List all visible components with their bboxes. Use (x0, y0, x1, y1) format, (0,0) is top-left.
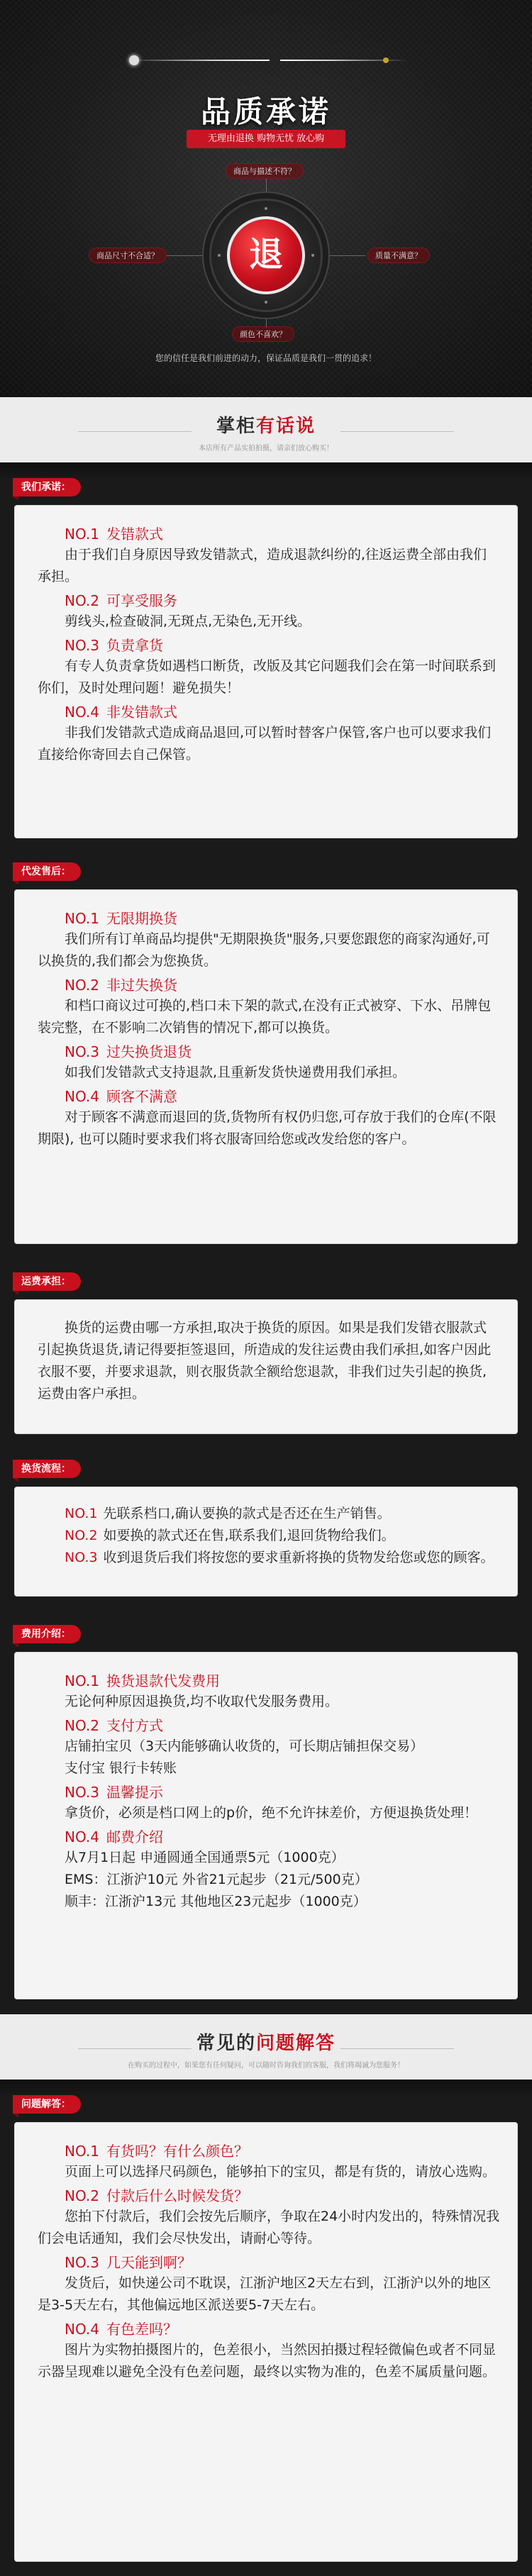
list-item (38, 2141, 500, 2183)
list-item (38, 1827, 500, 1913)
item-body: 对于顾客不满意而退回的货,货物所有权仍归您,可存放于我们的仓库(不限期限), 也可以随时要求我们将衣服寄回给您或改发给您的客户。 (38, 1109, 497, 1147)
item-number: NO.3 (65, 2254, 99, 2271)
promise-card (14, 505, 518, 838)
item-body: 先联系档口,确认要换的款式是否还在生产销售。 (103, 1506, 391, 1521)
list-item (38, 1503, 500, 1525)
item-number: NO.2 (65, 2187, 99, 2204)
item-title: 温馨提示 (106, 1784, 163, 1801)
item-body: 有专人负责拿货如遇档口断货，改版及其它问题我们会在第一时间联系到你们，及时处理问题！避免损失！ (38, 658, 497, 696)
list-item (38, 591, 500, 633)
process-band (0, 1448, 532, 1608)
item-body: 我们所有订单商品均提供"无期限换货"服务,只要您跟您的商家沟通好,可以换货的,我们都会为您换货。 (38, 931, 490, 969)
shipping-text: 换货的运费由哪一方承担,取决于换货的原因。如果是我们发错衣服款式引起换货退货,请记得要拒签退回，所造成的发往运费由我们承担,如客户因此衣服不要，并要求退款，则衣服货款全额给您退款，非我们过失引起的换货,运费由客户承担。 (38, 1320, 492, 1401)
item-number: NO.4 (65, 1088, 99, 1105)
list-item (38, 1087, 500, 1150)
item-title: 支付方式 (106, 1717, 163, 1734)
item-title: 负责拿货 (106, 637, 163, 654)
item-body: 和档口商议过可换的,档口未下架的款式,在没有正式被穿、下水、吊牌包装完整，在不影响二次销售的情况下,都可以换货。 (38, 998, 492, 1036)
item-line: 从7月1日起 申通圆通全国通票5元（1000克） (65, 1850, 345, 1865)
connector-line (323, 255, 365, 256)
list-item (38, 1525, 500, 1547)
item-body: 由于我们自身原因导致发错款式，造成退款纠纷的,往返运费全部由我们承担。 (38, 547, 487, 584)
item-number: NO.4 (65, 2321, 99, 2338)
dial-tick (265, 207, 267, 210)
divider (340, 2048, 454, 2049)
band-shadow (0, 462, 532, 479)
item-body: 如我们发错款式支持退款,且重新发货快递费用我们承担。 (65, 1065, 406, 1080)
fees-band (0, 1608, 532, 2014)
list-item (38, 2253, 500, 2316)
item-title: 非过失换货 (106, 977, 177, 994)
after-sale-chip: 代发售后： (13, 862, 81, 881)
shopkeeper-header (0, 397, 532, 462)
item-line: EMS：江浙沪10元 外省21元起步（21元/500克） (65, 1872, 368, 1887)
item-title: 发错款式 (106, 526, 163, 543)
item-number: NO.1 (65, 2143, 99, 2160)
divider (78, 2048, 192, 2049)
section-title: 常见的问题解答 (196, 2033, 336, 2054)
item-number: NO.2 (65, 1528, 98, 1543)
list-item (38, 1042, 500, 1084)
decor-dot (383, 57, 389, 63)
dial-tick (311, 254, 314, 257)
list-item (38, 2319, 500, 2383)
item-title: 非发错款式 (106, 704, 177, 721)
item-title: 付款后什么时候发货？ (106, 2187, 248, 2204)
item-title: 顾客不满意 (106, 1088, 177, 1105)
item-title: 邮费介绍 (106, 1828, 163, 1845)
item-number: NO.2 (65, 977, 99, 994)
item-line: 支付宝 银行卡转账 (65, 1760, 177, 1776)
note-left: 商品尺寸不合适？ (89, 248, 167, 263)
item-number: NO.1 (65, 910, 99, 927)
item-line: 顺丰：江浙沪13元 其他地区23元起步（1000克） (65, 1894, 367, 1909)
after-sale-band (0, 853, 532, 1257)
item-number: NO.3 (65, 1784, 99, 1801)
item-body: 剪线头,检查破洞,无斑点,无染色,无开线。 (65, 614, 311, 629)
faq-chip: 问题解答： (13, 2095, 81, 2114)
process-chip: 换货流程： (13, 1460, 81, 1478)
quality-promise-banner (0, 0, 532, 397)
item-number: NO.3 (65, 1550, 98, 1565)
dial-tick (265, 301, 267, 304)
list-item (38, 2186, 500, 2250)
decor-line (128, 60, 270, 61)
item-number: NO.4 (65, 1828, 99, 1845)
item-line: 无论何种原因退换货,均不收取代发服务费用。 (65, 1694, 339, 1709)
item-title: 几天能到啊？ (106, 2254, 192, 2271)
note-top: 商品与描述不符？ (226, 163, 304, 179)
banner-tagline: 无理由退换 购物无忧 放心购 (187, 130, 345, 148)
list-item (38, 635, 500, 699)
item-body: 如要换的款式还在售,联系我们,退回货物给我们。 (103, 1528, 395, 1543)
item-number: NO.2 (65, 1717, 99, 1734)
item-body: 页面上可以选择尺码颜色，能够拍下的宝贝，都是有货的，请放心选购。 (65, 2164, 497, 2180)
banner-footer: 您的信任是我们前进的动力，保证品质是我们一贯的追求！ (155, 353, 377, 363)
item-line: 拿货价，必须是档口网上的p价，绝不允许抹差价，方便退换货处理！ (65, 1805, 478, 1821)
item-title: 过失换货退货 (106, 1043, 192, 1060)
item-title: 有货吗？有什么颜色？ (106, 2143, 248, 2160)
item-number: NO.1 (65, 1506, 98, 1521)
list-item (38, 1671, 500, 1713)
item-number: NO.1 (65, 526, 99, 543)
item-number: NO.1 (65, 1672, 99, 1689)
list-item (38, 524, 500, 588)
item-title: 无限期换货 (106, 910, 177, 927)
process-card (14, 1487, 518, 1597)
dial-tick (218, 254, 221, 257)
decor-line (280, 60, 408, 61)
band-shadow (0, 2080, 532, 2097)
connector-line (266, 179, 267, 199)
promise-band (0, 462, 532, 853)
refund-badge: 退 (227, 216, 305, 294)
item-body: 发货后，如快递公司不耽误，江浙沪地区2天左右到，江浙沪以外的地区是3-5天左右，其他偏远地区派送要5-7天左右。 (38, 2275, 492, 2313)
item-body: 收到退货后我们将按您的要求重新将换的货物发给您或您的顾客。 (103, 1550, 494, 1565)
list-item (38, 1716, 500, 1780)
item-number: NO.3 (65, 637, 99, 654)
note-bottom: 颜色不喜欢？ (232, 326, 294, 342)
connector-line (167, 255, 209, 256)
faq-band (0, 2080, 532, 2576)
banner-title: 品质承诺 (200, 94, 331, 129)
promise-chip: 我们承诺： (13, 478, 81, 496)
section-title: 掌柜有话说 (216, 416, 316, 437)
item-title: 换货退款代发费用 (106, 1672, 220, 1689)
item-number: NO.3 (65, 1043, 99, 1060)
list-item (38, 702, 500, 766)
item-body: 您拍下付款后，我们会按先后顺序，争取在24小时内发出的，特殊情况我们会电话通知，我们会尽快发出，请耐心等待。 (38, 2209, 500, 2246)
faq-card (14, 2122, 518, 2562)
fees-card (14, 1652, 518, 1999)
item-body: 图片为实物拍摄图片的，色差很小，当然因拍摄过程轻微偏色或者不同显示器呈现难以避免全没有色差问题，最终以实物为准的，色差不属质量问题。 (38, 2342, 497, 2380)
list-item (38, 1782, 500, 1824)
shipping-band (0, 1257, 532, 1448)
shipping-card (14, 1299, 518, 1434)
list-item (38, 975, 500, 1039)
after-sale-card (14, 889, 518, 1244)
list-item (38, 1547, 500, 1569)
item-title: 可享受服务 (106, 592, 177, 609)
item-title: 有色差吗？ (106, 2321, 177, 2338)
item-line: 店铺拍宝贝（3天内能够确认收货的，可长期店铺担保交易） (65, 1738, 424, 1754)
section-subtitle: 在购买的过程中，如果您有任何疑问，可以随时咨询我们的客服，我们将竭诚为您服务！ (128, 2062, 404, 2070)
divider (78, 431, 192, 432)
divider (340, 431, 454, 432)
list-item (38, 909, 500, 972)
item-number: NO.2 (65, 592, 99, 609)
item-number: NO.4 (65, 704, 99, 721)
shipping-chip: 运费承担： (13, 1272, 81, 1291)
faq-header (0, 2014, 532, 2080)
fees-chip: 费用介绍： (13, 1625, 81, 1643)
section-subtitle: 本店所有产品实拍拍摄，请亲们放心购买！ (199, 445, 333, 453)
item-body: 非我们发错款式造成商品退回,可以暂时替客户保管,客户也可以要求我们直接给你寄回去自己保管。 (38, 725, 492, 762)
note-right: 质量不满意？ (367, 248, 430, 263)
decor-dot (129, 55, 139, 65)
